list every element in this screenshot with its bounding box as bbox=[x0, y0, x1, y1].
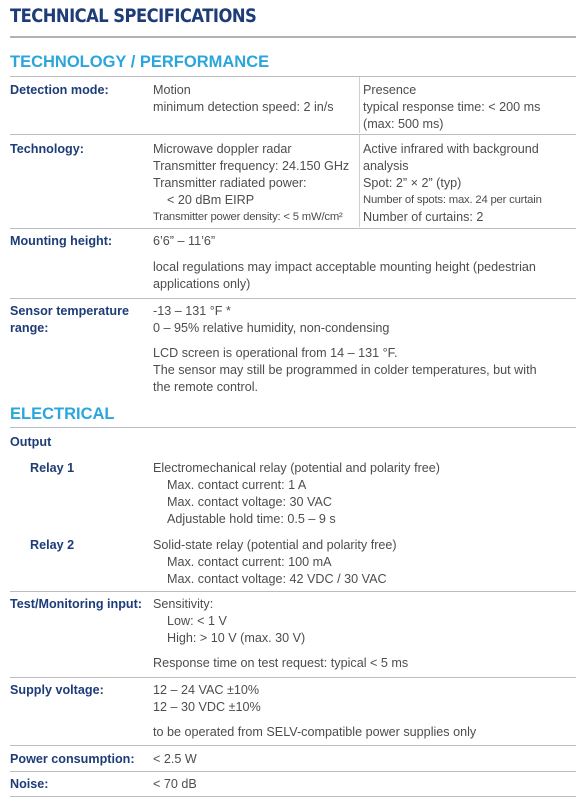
relay2-label: Relay 2 bbox=[30, 538, 75, 552]
test-response-time: Response time on test request: typical < 5 ms bbox=[153, 656, 409, 670]
divider bbox=[10, 677, 576, 678]
temperature-note-line: LCD screen is operational from 14 – 131 °F. bbox=[153, 346, 398, 360]
mw-power-label: Transmitter radiated power: bbox=[153, 176, 307, 190]
divider bbox=[10, 427, 576, 428]
divider bbox=[10, 591, 576, 592]
mw-power-density: Transmitter power density: < 5 mW/cm² bbox=[153, 211, 343, 223]
temperature-range: -13 – 131 °F * bbox=[153, 304, 231, 318]
title-divider bbox=[10, 36, 576, 38]
relay1-current: Max. contact current: 1 A bbox=[167, 478, 307, 492]
ir-curtains: Number of curtains: 2 bbox=[363, 210, 484, 224]
supply-vdc: 12 – 30 VDC ±10% bbox=[153, 700, 261, 714]
divider bbox=[10, 796, 576, 797]
supply-voltage-values bbox=[153, 682, 261, 716]
ir-spot: Spot: 2” × 2” (typ) bbox=[363, 176, 462, 190]
mounting-note-line: applications only) bbox=[153, 277, 251, 291]
supply-note: to be operated from SELV-compatible power supplies only bbox=[153, 725, 477, 739]
detection-presence-title: Presence bbox=[363, 83, 417, 97]
ir-type: Active infrared with background bbox=[363, 142, 539, 156]
detection-motion-title: Motion bbox=[153, 83, 191, 97]
divider bbox=[10, 771, 576, 772]
column-divider bbox=[359, 135, 360, 227]
divider bbox=[10, 134, 576, 135]
mounting-height-label: Mounting height: bbox=[10, 234, 113, 248]
divider bbox=[10, 228, 576, 229]
mounting-height-value: 6’6” – 11’6” bbox=[153, 234, 216, 248]
power-consumption-label: Power consumption: bbox=[10, 752, 135, 766]
sensor-temperature-values bbox=[153, 303, 389, 337]
mw-type: Microwave doppler radar bbox=[153, 142, 292, 156]
power-consumption-value: < 2.5 W bbox=[153, 752, 197, 766]
test-monitoring-label: Test/Monitoring input: bbox=[10, 597, 142, 611]
output-label: Output bbox=[10, 435, 52, 449]
sensitivity-high: High: > 10 V (max. 30 V) bbox=[167, 631, 306, 645]
relay1-label: Relay 1 bbox=[30, 461, 75, 475]
mw-frequency: Transmitter frequency: 24.150 GHz bbox=[153, 159, 350, 173]
column-divider bbox=[359, 77, 360, 133]
technology-microwave bbox=[153, 141, 349, 226]
divider bbox=[10, 298, 576, 299]
relay2-current: Max. contact current: 100 mA bbox=[167, 555, 332, 569]
supply-voltage-label: Supply voltage: bbox=[10, 683, 104, 697]
section-title-electrical: ELECTRICAL bbox=[10, 405, 115, 423]
relay2-type: Solid-state relay (potential and polarity free) bbox=[153, 538, 397, 552]
noise-value: < 70 dB bbox=[153, 777, 197, 791]
mounting-height-note bbox=[153, 259, 536, 293]
relay1-hold-time: Adjustable hold time: 0.5 – 9 s bbox=[167, 512, 336, 526]
sensor-temperature-label bbox=[10, 303, 129, 337]
humidity-range: 0 – 95% relative humidity, non-condensing bbox=[153, 321, 390, 335]
detection-presence-response: typical response time: < 200 ms bbox=[363, 100, 541, 114]
ir-spots: Number of spots: max. 24 per curtain bbox=[363, 194, 542, 206]
relay1-specs bbox=[153, 460, 440, 528]
technology-infrared bbox=[363, 141, 542, 226]
sensor-temperature-label-line: Sensor temperature bbox=[10, 304, 129, 318]
sensitivity-label: Sensitivity: bbox=[153, 597, 214, 611]
detection-presence bbox=[363, 82, 540, 133]
technology-label: Technology: bbox=[10, 142, 84, 156]
temperature-note-line: the remote control. bbox=[153, 380, 258, 394]
supply-vac: 12 – 24 VAC ±10% bbox=[153, 683, 260, 697]
sensor-temperature-note bbox=[153, 345, 537, 396]
sensor-temperature-label-line: range: bbox=[10, 321, 49, 335]
relay1-type: Electromechanical relay (potential and polarity free) bbox=[153, 461, 440, 475]
detection-motion bbox=[153, 82, 334, 116]
noise-label: Noise: bbox=[10, 777, 49, 791]
relay1-voltage: Max. contact voltage: 30 VAC bbox=[167, 495, 332, 509]
test-monitoring-specs bbox=[153, 596, 305, 647]
detection-presence-max: (max: 500 ms) bbox=[363, 117, 444, 131]
section-title-technology: TECHNOLOGY / PERFORMANCE bbox=[10, 53, 270, 71]
mw-power-value: < 20 dBm EIRP bbox=[167, 193, 255, 207]
divider bbox=[10, 745, 576, 746]
ir-type-cont: analysis bbox=[363, 159, 409, 173]
page-title: TECHNICAL SPECIFICATIONS bbox=[10, 5, 257, 27]
divider bbox=[10, 76, 576, 77]
detection-mode-label: Detection mode: bbox=[10, 83, 109, 97]
relay2-voltage: Max. contact voltage: 42 VDC / 30 VAC bbox=[167, 572, 387, 586]
temperature-note-line: The sensor may still be programmed in colder temperatures, but with bbox=[153, 363, 537, 377]
mounting-note-line: local regulations may impact acceptable mounting height (pedestrian bbox=[153, 260, 536, 274]
sensitivity-low: Low: < 1 V bbox=[167, 614, 227, 628]
detection-motion-speed: minimum detection speed: 2 in/s bbox=[153, 100, 334, 114]
relay2-specs bbox=[153, 537, 397, 588]
